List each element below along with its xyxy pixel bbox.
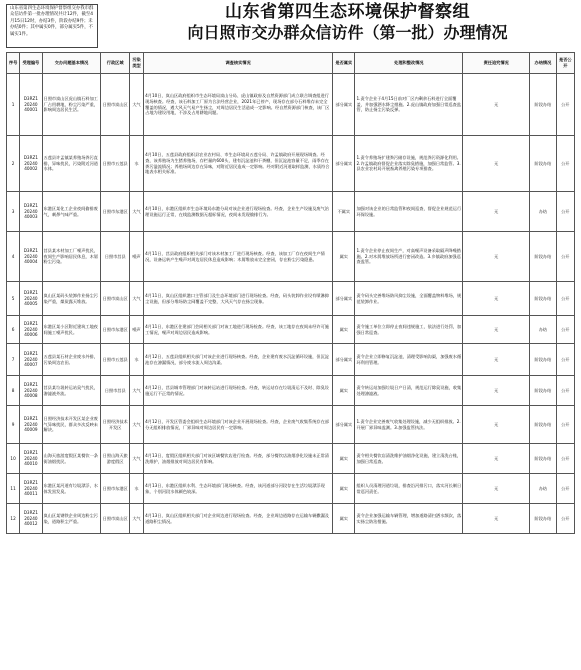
table-row xyxy=(7,474,575,504)
cell-status: 阶段办结 xyxy=(530,406,556,444)
cell-code: D3RZ1 20240 40003 xyxy=(20,192,42,232)
header-true: 是否属实 xyxy=(333,53,355,74)
cell-region: 日照市莒县 xyxy=(101,376,129,406)
cell-survey: 4月10日，岚山区政府组织市生态环境局岚山分局、虎山镇政府及自然资源部门成立联合调查组进行现场核查。经查，该石料加工厂原为合法经营企业，2021年已停产，现场存在部分石料堆存未完全覆盖的情况，遇大风天气易产生扬尘，对周边居民生活造成一定影响。经自然资源部门核查，该厂区占地为建设用地，不涉及占用耕地问题。 xyxy=(144,74,333,136)
cell-type: 大气 xyxy=(129,282,143,316)
cell-accountability: 无 xyxy=(463,444,530,474)
cell-region: 日照市岚山区 xyxy=(101,282,129,316)
cell-handle: 组织人员清理河道垃圾，排查沿河排污口，落实河长制日常巡河责任。 xyxy=(355,474,463,504)
cell-code: D3RZ1 20240 40006 xyxy=(20,316,42,344)
cell-type: 大气 xyxy=(129,406,143,444)
cell-handle: 加强对该企业的日常监管和夜间巡查，督促企业规范运行环保设施。 xyxy=(355,192,463,232)
cell-no: 9 xyxy=(7,406,20,444)
cell-verified: 属实 xyxy=(333,376,355,406)
cell-verified: 部分属实 xyxy=(333,406,355,444)
cell-status: 阶段办结 xyxy=(530,282,556,316)
cell-no: 8 xyxy=(7,376,20,406)
header-public: 是否公开 xyxy=(556,53,574,74)
cell-handle: 责令施工单位立即停止夜间违规施工，依法进行处罚，加强日常巡查。 xyxy=(355,316,463,344)
cell-problem: 山海天旅游度假区某餐饮一条街油烟扰民。 xyxy=(42,444,101,474)
table-body xyxy=(7,74,575,534)
cell-type: 大气 xyxy=(129,504,143,534)
cell-problem: 五莲县某石材企业废水外排，污染周边农田。 xyxy=(42,344,101,376)
summary-notice-box xyxy=(6,4,98,48)
page-subtitle: 向日照市交办群众信访件（第一批）办理情况 xyxy=(187,23,508,42)
cell-code: D3RZ1 20240 40007 xyxy=(20,344,42,376)
cell-no: 7 xyxy=(7,344,20,376)
table-row xyxy=(7,504,575,534)
cell-accountability: 无 xyxy=(463,406,530,444)
cell-public: 公开 xyxy=(556,74,574,136)
cell-no: 3 xyxy=(7,192,20,232)
cell-problem: 岚山区某码头装卸作业扬尘污染严重，煤炭露天堆放。 xyxy=(42,282,101,316)
cell-accountability: 无 xyxy=(463,316,530,344)
cell-code: D3RZ1 20240 40012 xyxy=(20,504,42,534)
cell-handle: 责令转运站加强垃圾日产日清，规范运行除臭设施，收集处理渗滤液。 xyxy=(355,376,463,406)
cell-verified: 属实 xyxy=(333,232,355,282)
cell-public: 公开 xyxy=(556,444,574,474)
cell-type: 水 xyxy=(129,474,143,504)
cell-verified: 部分属实 xyxy=(333,136,355,192)
cell-public: 公开 xyxy=(556,504,574,534)
table-row xyxy=(7,232,575,282)
table-row xyxy=(7,136,575,192)
cell-survey: 4月12日，莒县城市管理部门对该转运站进行现场检查。经查，转运站存在垃圾清运不及时、除臭设施运行不正常的情况。 xyxy=(144,376,333,406)
cell-region: 日照市五莲县 xyxy=(101,136,129,192)
cell-survey: 4月12日，开发区管委会组织生态环境部门对该企业开展现场检查。经查，企业废气收集系统存在部分无组织排放情况，厂界异味对周边居民有一定影响。 xyxy=(144,406,333,444)
cell-accountability: 无 xyxy=(463,282,530,316)
cell-status: 阶段办结 xyxy=(530,344,556,376)
cell-problem: 日照市岚山区虎山镇石料加工厂占用耕地，粉尘污染严重，影响周边居民生活。 xyxy=(42,74,101,136)
cell-status: 阶段办结 xyxy=(530,376,556,406)
cell-survey: 4月11日，东港区住建部门会同相关部门对该工地进行现场检查。经查，该工地存在夜间未经许可施工情况，噪声对周边居民造成影响。 xyxy=(144,316,333,344)
cell-problem: 日照经济技术开发区某企业废气异味扰民，群众多次反映未解决。 xyxy=(42,406,101,444)
cell-status: 办结 xyxy=(530,192,556,232)
cell-verified: 部分属实 xyxy=(333,74,355,136)
cell-public: 公开 xyxy=(556,136,574,192)
cell-problem: 莒县某木材加工厂噪声扰民，夜间生产影响居民休息，木屑粉尘污染。 xyxy=(42,232,101,282)
cell-region: 日照经济技术开发区 xyxy=(101,406,129,444)
cell-code: D3RZ1 20240 40005 xyxy=(20,282,42,316)
petition-table xyxy=(6,52,575,534)
cell-code: D3RZ1 20240 40011 xyxy=(20,474,42,504)
cell-handle: 1.责令养殖场扩建粪污储存设施，规范粪污资源化利用。2.许孟镇政府督促企业落实除臭措施，加强日常监管。3.县农业农村局开展畜禽养殖污染专项排查。 xyxy=(355,136,463,192)
cell-survey: 4月13日，度假区组织相关部门对该区域餐饮店进行检查。经查，部分餐饮店油烟净化设施未正常清洗维护，油烟排放对周边居民有影响。 xyxy=(144,444,333,474)
cell-code: D3RZ1 20240 40010 xyxy=(20,444,42,474)
table-row xyxy=(7,282,575,316)
cell-problem: 五莲县许孟镇某养殖场粪污直排，异味扰民，污染附近河道水体。 xyxy=(42,136,101,192)
cell-accountability: 无 xyxy=(463,232,530,282)
cell-problem: 莒县某垃圾转运站臭气扰民，渗滤液外流。 xyxy=(42,376,101,406)
summary-notice-text: 山东省第四生态环境保护督察组交办我市群众信访件第一批办理情况共计12件，截至4月15日12时，办结3件，阶段办结9件；未办结0件；其中属实0件，部分属实5件，不属实1件。 xyxy=(10,6,94,37)
cell-type: 水 xyxy=(129,136,143,192)
cell-public: 公开 xyxy=(556,376,574,406)
cell-region: 日照市五莲县 xyxy=(101,344,129,376)
cell-code: D3RZ1 20240 40004 xyxy=(20,232,42,282)
cell-type: 水 xyxy=(129,344,143,376)
cell-code: D3RZ1 20240 40009 xyxy=(20,406,42,444)
table-row xyxy=(7,316,575,344)
header-survey: 调查核实情况 xyxy=(144,53,333,74)
cell-region: 日照市莒县 xyxy=(101,232,129,282)
cell-accountability: 无 xyxy=(463,504,530,534)
table-row xyxy=(7,344,575,376)
cell-status: 办结 xyxy=(530,316,556,344)
cell-no: 1 xyxy=(7,74,20,136)
cell-no: 4 xyxy=(7,232,20,282)
table-row xyxy=(7,406,575,444)
cell-code: D3RZ1 20240 40008 xyxy=(20,376,42,406)
header-handle: 处理和整改情况 xyxy=(355,53,463,74)
cell-accountability: 无 xyxy=(463,74,530,136)
cell-handle: 1.责令企业于4月15日前对厂区内剩余石料进行全面覆盖，并加强洒水降尘措施。2.虎山镇政府加强日常巡查监管，防止扬尘污染反弹。 xyxy=(355,74,463,136)
cell-verified: 不属实 xyxy=(333,192,355,232)
cell-public: 公开 xyxy=(556,474,574,504)
title-block xyxy=(120,2,575,43)
table-row xyxy=(7,444,575,474)
cell-survey: 4月12日，五莲县组织相关部门对该企业进行现场核查。经查，企业建有废水沉淀循环设施，但沉淀池存在渗漏情况，部分废水流入周边沟渠。 xyxy=(144,344,333,376)
cell-region: 日照市东港区 xyxy=(101,474,129,504)
cell-survey: 4月13日，岚山区组织相关部门对企业周边进行现场检查。经查，企业周边道路存在运输车辆撒漏及道路积尘情况。 xyxy=(144,504,333,534)
cell-code: D3RZ1 20240 40002 xyxy=(20,136,42,192)
cell-no: 11 xyxy=(7,474,20,504)
table-row xyxy=(7,192,575,232)
cell-handle: 1.责令企业完善废气收集处理设施，减少无组织排放。2.开展厂界异味监测。3.加强监管执法。 xyxy=(355,406,463,444)
cell-survey: 4月10日，东港区组织市生态环境局东港分局对该企业进行现场检查。经查，企业生产设施及废气治理设施运行正常，在线监测数据无超标情况，夜间未发现偷排行为。 xyxy=(144,192,333,232)
cell-accountability: 无 xyxy=(463,376,530,406)
cell-accountability: 无 xyxy=(463,136,530,192)
cell-status: 阶段办结 xyxy=(530,504,556,534)
cell-status: 阶段办结 xyxy=(530,232,556,282)
cell-region: 日照市东港区 xyxy=(101,192,129,232)
table-row xyxy=(7,376,575,406)
header-problem: 交办问题基本情况 xyxy=(42,53,101,74)
cell-public: 公开 xyxy=(556,282,574,316)
cell-region: 日照市东港区 xyxy=(101,316,129,344)
cell-type: 大气 xyxy=(129,444,143,474)
cell-verified: 属实 xyxy=(333,474,355,504)
cell-survey: 4月10日，五莲县政府组织县农业农村局、市生态环境局五莲分局、许孟镇政府开展现场调查。经查，该养殖场为生猪养殖场，存栏量约600头，建有沉淀池和干粪棚，但沉淀池容量不足，雨季存在粪污溢流情况；养殖场周边存在异味，对附近居民造成一定影响。经对附近河道取样监测，水质符合地表水相关标准。 xyxy=(144,136,333,192)
page-title: 山东省第四生态环境保护督察组 xyxy=(225,2,470,22)
cell-handle: 1.责令企业停止夜间生产，对高噪声设备采取隔声降噪措施。2.对木屑堆放场所进行密闭改造。3.乡镇政府加强巡查监管。 xyxy=(355,232,463,282)
cell-problem: 东港区某化工企业夜间偷排废气，刺鼻气味严重。 xyxy=(42,192,101,232)
cell-verified: 部分属实 xyxy=(333,344,355,376)
header-no: 序号 xyxy=(7,53,20,74)
cell-region: 日照市岚山区 xyxy=(101,74,129,136)
cell-no: 2 xyxy=(7,136,20,192)
cell-type: 大气 xyxy=(129,376,143,406)
cell-verified: 部分属实 xyxy=(333,282,355,316)
cell-status: 办结 xyxy=(530,474,556,504)
header-code: 受理编号 xyxy=(20,53,42,74)
cell-public: 公开 xyxy=(556,232,574,282)
cell-accountability: 无 xyxy=(463,192,530,232)
cell-status: 阶段办结 xyxy=(530,136,556,192)
cell-status: 阶段办结 xyxy=(530,444,556,474)
cell-public: 公开 xyxy=(556,406,574,444)
cell-type: 大气 xyxy=(129,74,143,136)
cell-verified: 属实 xyxy=(333,444,355,474)
cell-verified: 属实 xyxy=(333,504,355,534)
table-header-row xyxy=(7,53,575,74)
header-account: 责任追究情况 xyxy=(463,53,530,74)
cell-no: 12 xyxy=(7,504,20,534)
cell-problem: 岚山区某钢铁企业周边粉尘污染，道路积尘严重。 xyxy=(42,504,101,534)
cell-problem: 东港区某河道有垃圾漂浮，水体发黑发臭。 xyxy=(42,474,101,504)
cell-type: 噪声 xyxy=(129,232,143,282)
cell-handle: 责令相关餐饮店清洗维护油烟净化设施，建立清洗台账，加强日常巡查。 xyxy=(355,444,463,474)
cell-survey: 4月11日，岚山区组织港口主管部门及生态环境部门进行现场检查。经查，码头装卸作业设有喷淋抑尘设施，但部分堆场防尘网覆盖不完整，大风天气存在扬尘现象。 xyxy=(144,282,333,316)
cell-public: 公开 xyxy=(556,344,574,376)
cell-no: 5 xyxy=(7,282,20,316)
cell-no: 6 xyxy=(7,316,20,344)
cell-no: 10 xyxy=(7,444,20,474)
cell-region: 日照市岚山区 xyxy=(101,504,129,534)
cell-type: 噪声 xyxy=(129,316,143,344)
cell-handle: 责令企业加强运输车辆管理，增加道路清扫洒水频次，落实扬尘防治措施。 xyxy=(355,504,463,534)
header-region: 行政区域 xyxy=(101,53,129,74)
cell-public: 公开 xyxy=(556,192,574,232)
cell-public: 公开 xyxy=(556,316,574,344)
cell-code: D3RZ1 20240 40001 xyxy=(20,74,42,136)
cell-handle: 责令码头完善堆场防风抑尘设施，全面覆盖物料堆场，规范装卸作业。 xyxy=(355,282,463,316)
header-status: 办结情况 xyxy=(530,53,556,74)
cell-verified: 属实 xyxy=(333,316,355,344)
cell-handle: 责令企业立即修复沉淀池，清理受影响沟渠，加强废水循环利用管理。 xyxy=(355,344,463,376)
cell-survey: 4月11日，莒县政府组织相关部门对该木材加工厂进行现场核查。经查，该加工厂存在夜间生产情况，设备运转产生噪声对周边居民休息造成影响；木屑堆放未完全密闭，存在粉尘污染隐患。 xyxy=(144,232,333,282)
cell-region: 日照山海天旅游度假区 xyxy=(101,444,129,474)
cell-accountability: 无 xyxy=(463,344,530,376)
table-row xyxy=(7,74,575,136)
cell-problem: 东港区某小区附近建筑工地夜间施工噪声扰民。 xyxy=(42,316,101,344)
header-type: 污染类型 xyxy=(129,53,143,74)
cell-status: 阶段办结 xyxy=(530,74,556,136)
cell-type: 大气 xyxy=(129,192,143,232)
cell-accountability: 无 xyxy=(463,474,530,504)
cell-survey: 4月13日，东港区组织水利、生态环境部门现场核查。经查，该河道部分河段存在生活垃圾漂浮现象，个别河段水体颜色较深。 xyxy=(144,474,333,504)
